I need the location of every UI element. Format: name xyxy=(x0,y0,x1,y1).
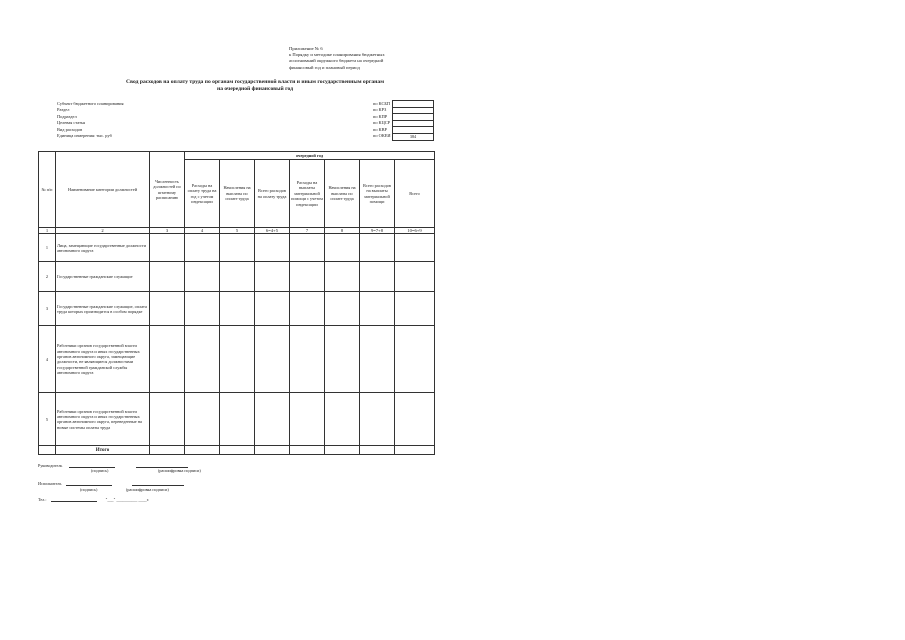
date-text: "___" __________ ____г. xyxy=(105,497,150,502)
header-name: Наименование категории должностей xyxy=(56,152,150,228)
value-cell xyxy=(255,234,290,262)
head-label: Руководитель xyxy=(38,463,63,468)
meta-left-labels xyxy=(57,101,124,139)
meta-label: Целевая статья xyxy=(57,120,86,126)
table-row xyxy=(39,234,435,262)
value-cell xyxy=(185,262,220,292)
appendix-line-1: Приложение № 6 xyxy=(289,46,323,51)
value-cell xyxy=(220,393,255,446)
value-cell xyxy=(185,393,220,446)
value-cell xyxy=(290,292,325,326)
value-cell xyxy=(325,326,360,393)
row-number: 4 xyxy=(39,326,56,393)
col-number: 1 xyxy=(39,228,56,234)
code-boxes xyxy=(392,100,434,141)
row-category: Работники органов государственной власти автономного округа и иных государственных органов автономного округа, переведенные на новые системы оплаты труда xyxy=(56,393,150,446)
code-box xyxy=(392,127,434,134)
table-row xyxy=(39,326,435,393)
code-label: по КСБП xyxy=(373,101,391,106)
value-cell xyxy=(150,326,185,393)
value-cell xyxy=(290,446,325,455)
value-cell xyxy=(220,326,255,393)
phone-date-block xyxy=(38,496,149,502)
value-cell xyxy=(360,446,395,455)
table-row xyxy=(39,292,435,326)
value-cell xyxy=(290,326,325,393)
header-num: № п/п xyxy=(39,152,56,228)
value-cell xyxy=(395,326,435,393)
head-decode-hint: (расшифровка подписи) xyxy=(158,468,201,473)
total-label: Итого xyxy=(56,446,150,455)
col-number: 6=4+5 xyxy=(255,228,290,234)
executor-decode-line xyxy=(132,480,184,486)
executor-label: Исполнитель xyxy=(38,481,62,486)
header-count: Численность должностей по штатному расписанию xyxy=(150,152,185,228)
value-cell xyxy=(150,262,185,292)
title-line-2: на очередной финансовый год xyxy=(216,86,294,92)
value-cell xyxy=(185,446,220,455)
appendix-line-4: финансовый год и плановый период xyxy=(289,64,360,70)
appendix-line-2: к Порядку и методике планирования бюджетных xyxy=(289,52,385,58)
value-cell xyxy=(395,292,435,326)
row-number: 2 xyxy=(39,262,56,292)
value-cell xyxy=(395,262,435,292)
value-cell xyxy=(290,262,325,292)
appendix-note xyxy=(289,46,429,71)
value-cell xyxy=(325,234,360,262)
header-group-next-year: очередной год xyxy=(185,152,435,160)
value-cell xyxy=(255,292,290,326)
row-category: Работники органов государственной власти автономного округа и иных государственных органов автономного округа, замещающие должности, не являющиеся должностями государственной гражданской службы автономного округа xyxy=(56,326,150,393)
row-number: 3 xyxy=(39,292,56,326)
col-number: 4 xyxy=(185,228,220,234)
value-cell xyxy=(290,393,325,446)
code-label: по КЦСР xyxy=(373,120,391,126)
header-col-6: Всего расходов на оплату труда xyxy=(255,160,290,228)
value-cell xyxy=(185,326,220,393)
value-cell xyxy=(325,446,360,455)
value-cell xyxy=(360,393,395,446)
value-cell xyxy=(395,234,435,262)
header-col-10: Всего xyxy=(395,160,435,228)
value-cell xyxy=(220,262,255,292)
appendix-line-3: ассигнований окружного бюджета на очередной xyxy=(289,58,384,64)
executor-sign-line xyxy=(66,480,112,486)
value-cell xyxy=(360,234,395,262)
col-number: 8 xyxy=(325,228,360,234)
table-row xyxy=(39,262,435,292)
title-line-1: Свод расходов на оплату труда по органам государственной власти и иным государственным органам xyxy=(125,79,385,85)
col-number: 2 xyxy=(56,228,150,234)
head-sign-hint: (подпись) xyxy=(91,468,109,473)
value-cell xyxy=(395,393,435,446)
header-col-9: Всего расходов на выплаты материальной помощи xyxy=(360,160,395,228)
code-box xyxy=(392,114,434,121)
phone-label: Тел.: xyxy=(38,497,47,502)
value-cell xyxy=(150,292,185,326)
value-cell xyxy=(185,234,220,262)
executor-signature-block xyxy=(38,480,184,486)
col-number: 5 xyxy=(220,228,255,234)
value-cell xyxy=(150,446,185,455)
phone-line xyxy=(51,496,97,502)
total-row xyxy=(39,446,435,455)
value-cell xyxy=(255,446,290,455)
code-box xyxy=(392,108,434,115)
value-cell xyxy=(325,393,360,446)
col-number: 9=7+8 xyxy=(360,228,395,234)
value-cell xyxy=(325,292,360,326)
executor-sign-hint: (подпись) xyxy=(80,487,98,492)
col-number: 10=6+9 xyxy=(395,228,435,234)
code-label: по КРЗ xyxy=(373,107,387,113)
meta-label: Раздел xyxy=(57,107,70,113)
value-cell xyxy=(255,326,290,393)
value-cell xyxy=(255,262,290,292)
code-box-okei: 384 xyxy=(392,134,434,141)
value-cell xyxy=(360,326,395,393)
value-cell xyxy=(185,292,220,326)
meta-label: Подраздел xyxy=(57,113,77,119)
value-cell xyxy=(395,446,435,455)
row-number: 5 xyxy=(39,393,56,446)
document-title xyxy=(70,79,440,93)
value-cell xyxy=(220,292,255,326)
value-cell xyxy=(360,292,395,326)
meta-right-labels xyxy=(373,101,391,139)
value-cell xyxy=(150,234,185,262)
value-cell xyxy=(325,262,360,292)
meta-label: Субъект бюджетного планирования xyxy=(57,101,124,106)
header-col-7: Расходы на выплаты материальной помощи с учетом индексации xyxy=(290,160,325,228)
code-label: по КПР xyxy=(373,113,388,119)
expense-table xyxy=(38,151,435,455)
code-label: по ОКЕИ xyxy=(373,133,391,139)
code-label: по КВР xyxy=(373,126,387,132)
value-cell xyxy=(220,234,255,262)
code-box xyxy=(392,100,434,108)
value-cell xyxy=(220,446,255,455)
value-cell xyxy=(360,262,395,292)
total-empty xyxy=(39,446,56,455)
row-category: Государственные гражданские служащие xyxy=(56,262,150,292)
value-cell xyxy=(290,234,325,262)
row-number: 1 xyxy=(39,234,56,262)
code-box xyxy=(392,121,434,128)
row-category: Государственные гражданские служащие, оплата труда которых производится в особом порядке xyxy=(56,292,150,326)
value-cell xyxy=(255,393,290,446)
col-number: 3 xyxy=(150,228,185,234)
header-col-8: Начисления на выплаты по оплате труда xyxy=(325,160,360,228)
row-category: Лица, замещающие государственные должности автономного округа xyxy=(56,234,150,262)
executor-decode-hint: (расшифровка подписи) xyxy=(126,487,169,492)
header-col-4: Расходы на оплату труда на год с учетом индексации xyxy=(185,160,220,228)
header-col-5: Начисления на выплаты по оплате труда xyxy=(220,160,255,228)
col-number: 7 xyxy=(290,228,325,234)
meta-label: Вид расходов xyxy=(57,126,83,132)
table-row xyxy=(39,393,435,446)
value-cell xyxy=(150,393,185,446)
meta-label: Единица измерения: тыс. руб xyxy=(57,133,112,139)
